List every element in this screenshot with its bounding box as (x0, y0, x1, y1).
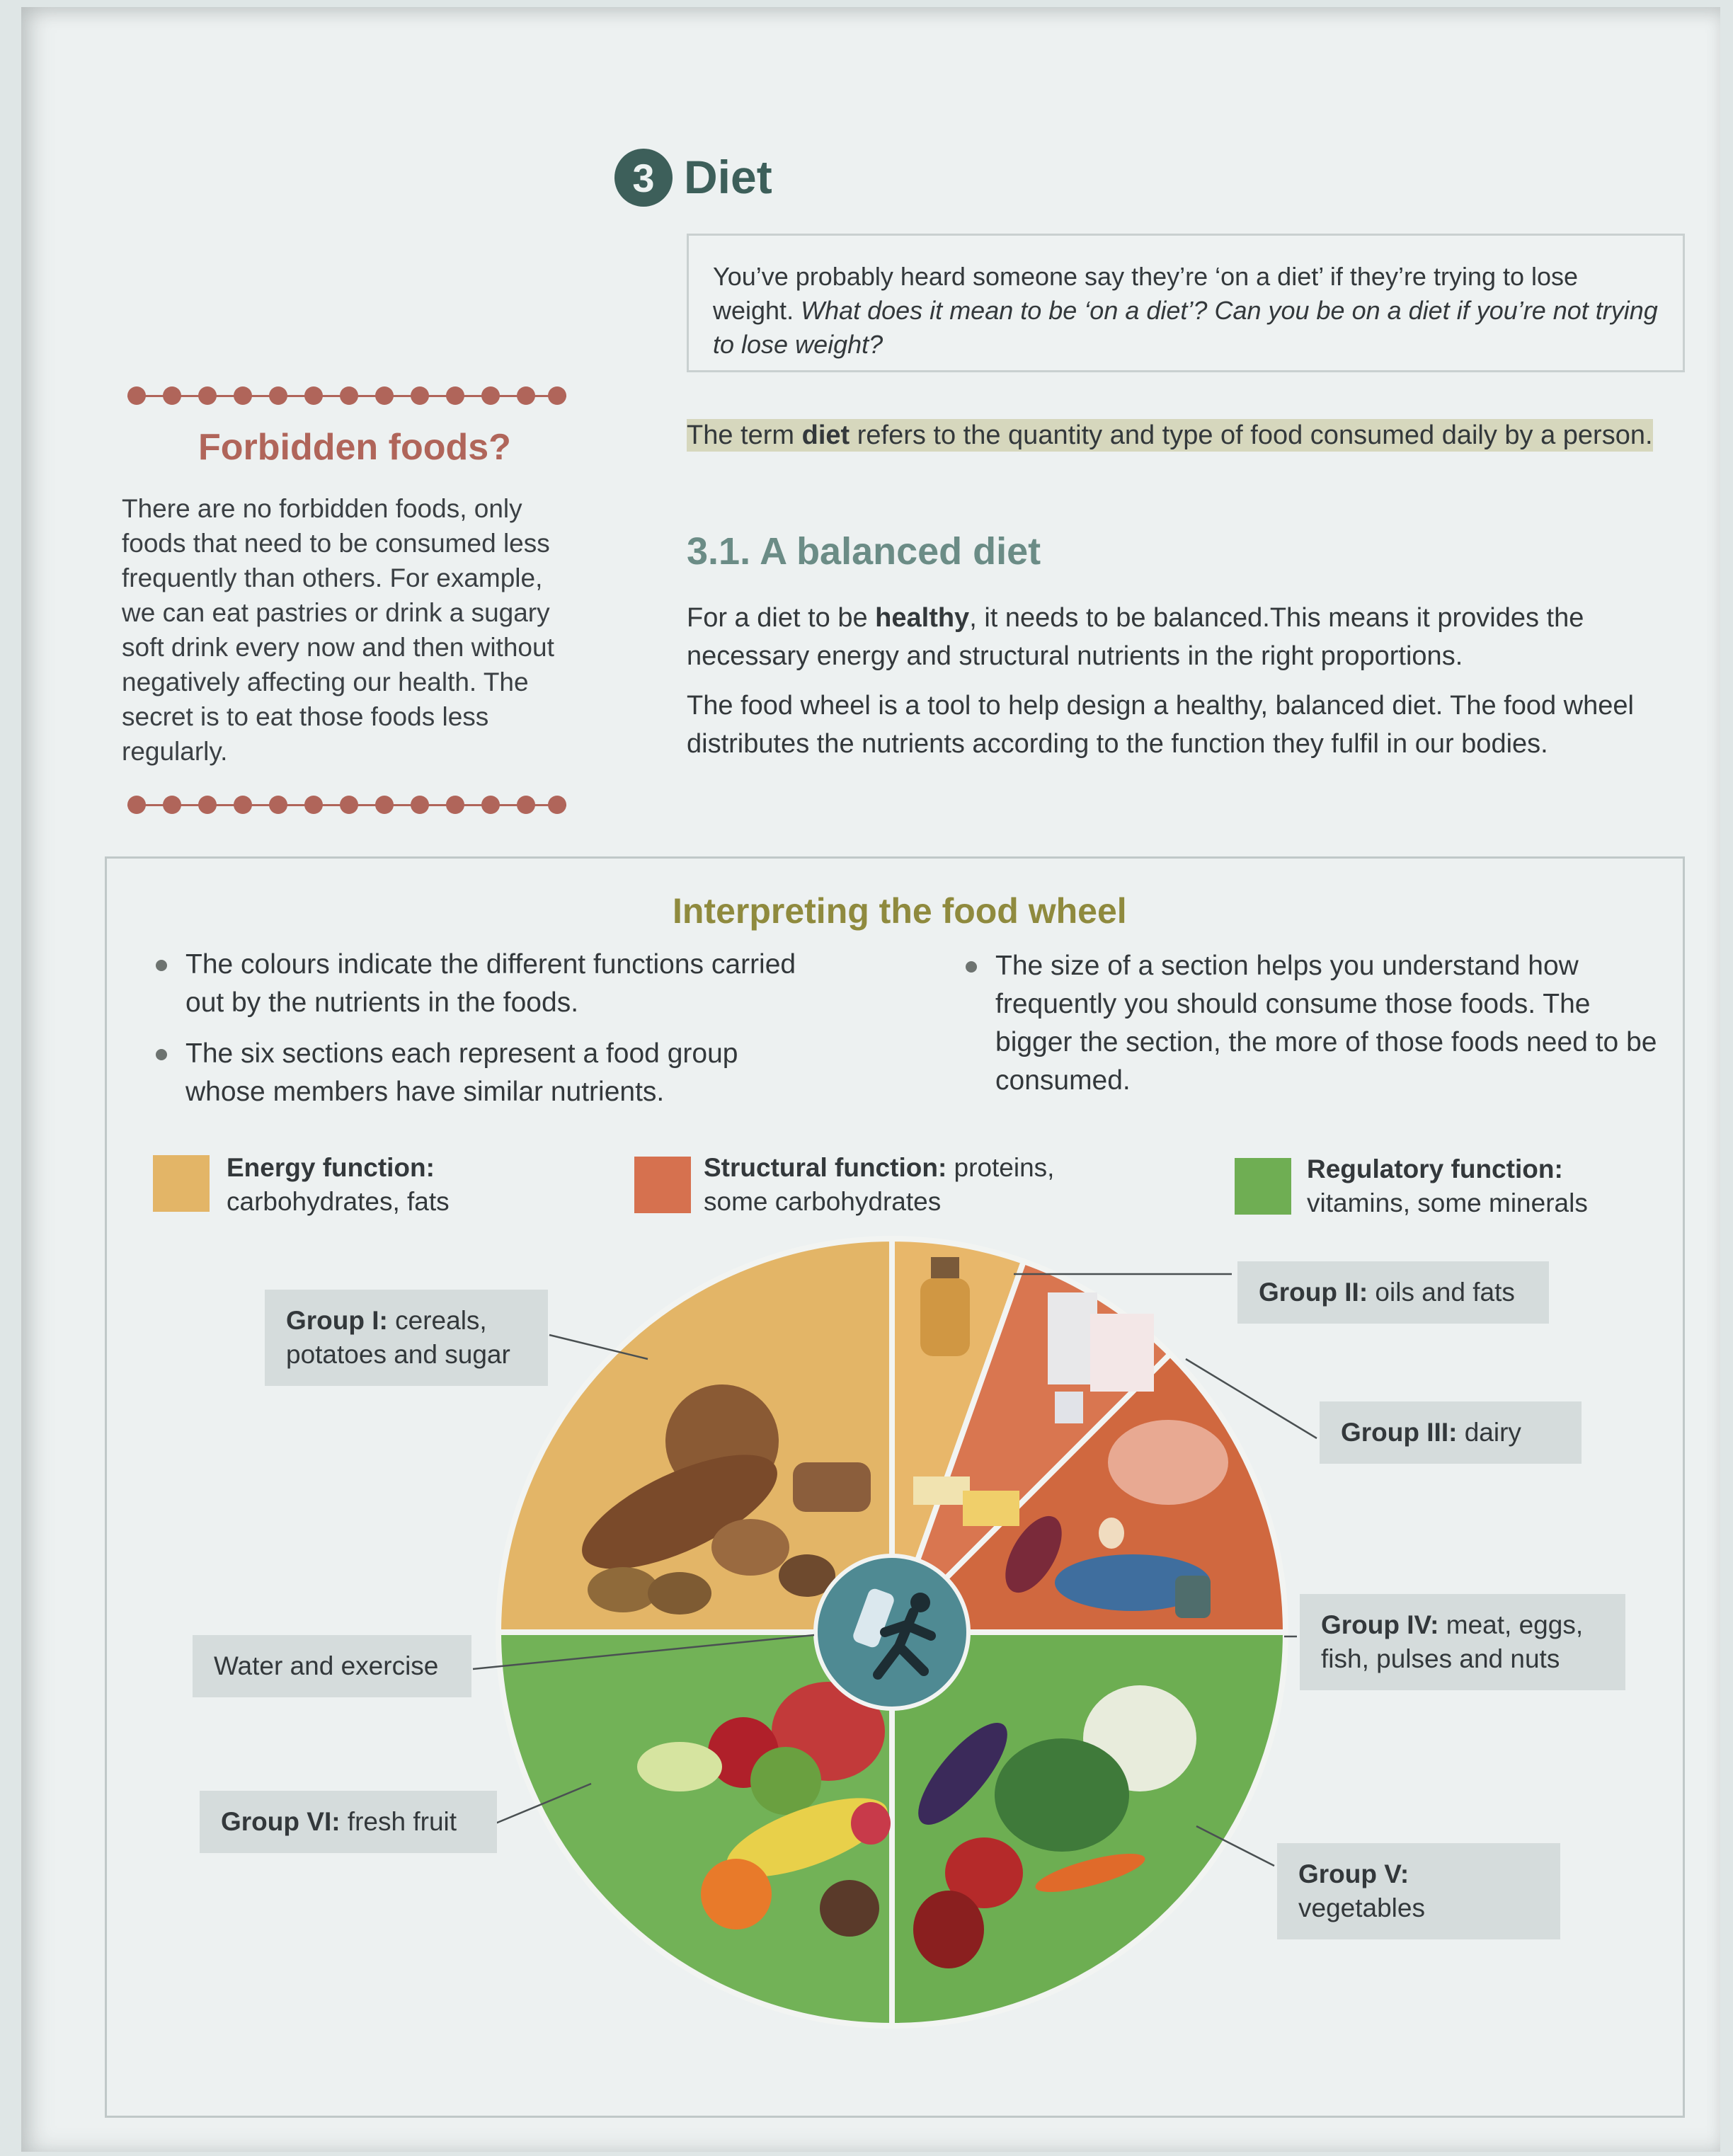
legend-energy: Energy function: carbohydrates, fats (227, 1153, 450, 1216)
label-group-3: Group III: dairy (1320, 1401, 1582, 1464)
diet-definition: The term diet refers to the quantity and type of food consumed daily by a person. (687, 420, 1653, 450)
sidebar-title: Forbidden foods? (198, 427, 511, 468)
label-group-6: Group VI: fresh fruit (200, 1791, 497, 1853)
label-group-2: Group II: oils and fats (1237, 1261, 1549, 1324)
balanced-diet-paragraph: For a diet to be healthy, it needs to be balanced.This means it provides the necessary energy and structural nutrients in the right proportions. (687, 603, 1584, 671)
bullet-sections: The six sections each represent a food group whose members have similar nutrients. (153, 1035, 804, 1111)
label-group-1: Group I: cereals, potatoes and sugar (265, 1290, 548, 1386)
label-group-5: Group V: vegetables (1277, 1843, 1560, 1939)
food-wheel-paragraph: The food wheel is a tool to help design a healthy, balanced diet. The food wheel distributes the nutrients according to the function they fulfil in our bodies. (687, 691, 1634, 759)
intro-text: You’ve probably heard someone say they’re ‘on a diet’ if they’re trying to lose weight. (713, 262, 1579, 325)
subsection-title: 3.1. A balanced diet (687, 530, 1041, 573)
bullet-colours: The colours indicate the different functions carried out by the nutrients in the foods. (153, 946, 804, 1022)
legend-structural: Structural function: proteins, some carbohydrates (704, 1153, 1055, 1216)
bullet-size: The size of a section helps you understand how frequently you should consume those foods. The bigger the section, the more of those foods need to be consumed. (963, 947, 1671, 1100)
label-water-exercise: Water and exercise (193, 1635, 471, 1697)
label-group-4: Group IV: meat, eggs, fish, pulses and nuts (1300, 1594, 1625, 1690)
diet-term: diet (801, 420, 850, 450)
intro-question: What does it mean to be ‘on a diet’? Can you be on a diet if you’re not trying to lose weight? (713, 296, 1658, 359)
section-number-badge: 3 (614, 149, 673, 207)
sidebar-text: There are no forbidden foods, only foods that need to be consumed less frequently than others. For example, we can eat pastries or drink a sugary soft drink every now and then without negatively affecting our health. The secret is to eat those foods less regularly. (122, 494, 554, 766)
food-wheel-title: Interpreting the food wheel (673, 891, 1127, 931)
legend-regulatory: Regulatory function: vitamins, some minerals (1307, 1154, 1588, 1217)
section-title: Diet (684, 151, 772, 203)
